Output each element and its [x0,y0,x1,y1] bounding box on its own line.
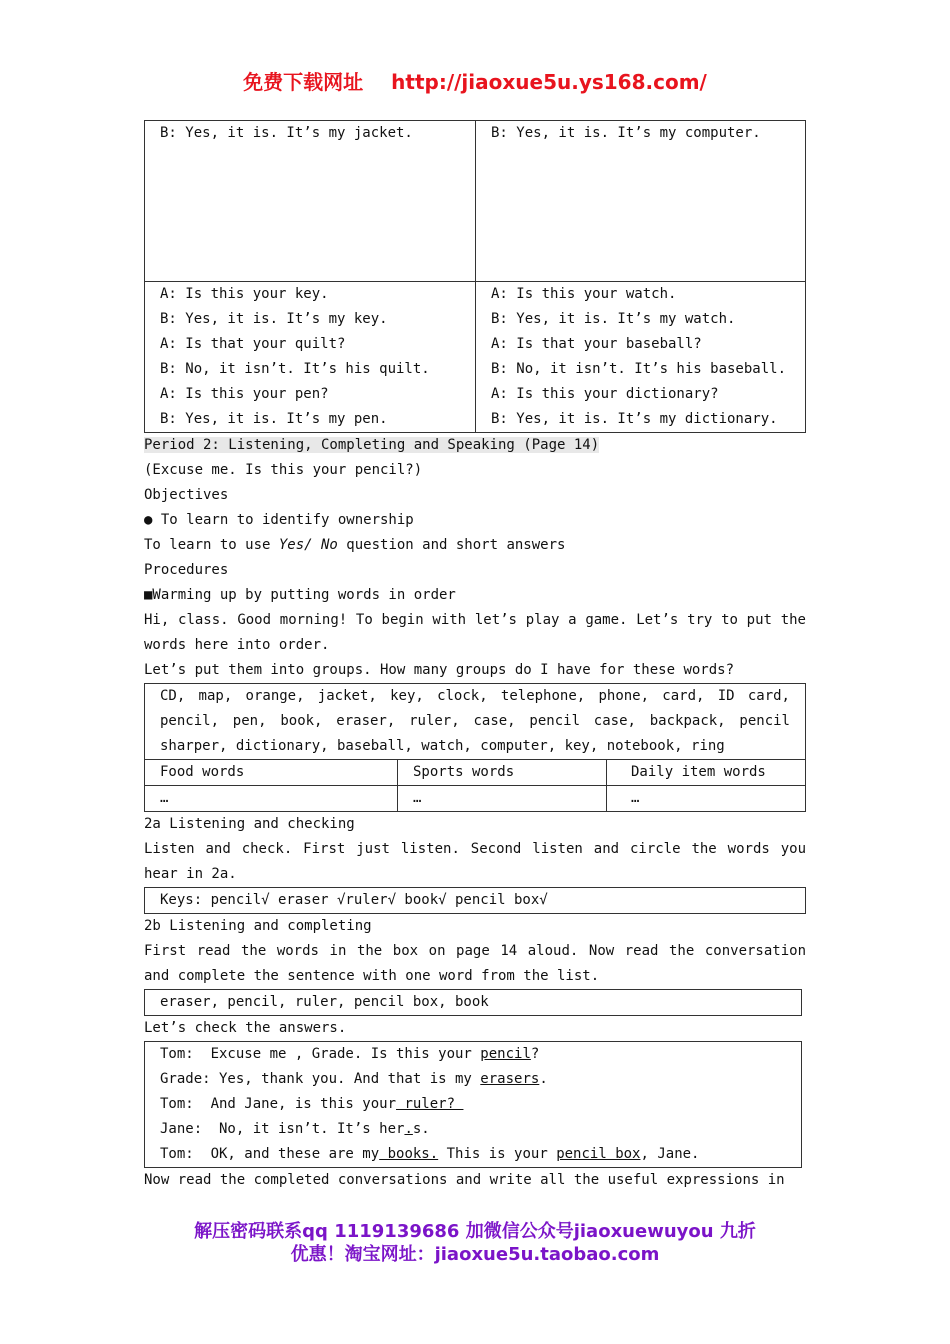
category-food: Food words [145,760,398,786]
objective-2: To learn to use Yes/ No question and short answers [144,537,566,553]
warmup-text: Hi, class. Good morning! To begin with let’s play a game. Let’s try to put the words here into order. [144,612,806,653]
conversation-line: Jane: No, it isn’t. It’s her.s. [160,1121,430,1137]
groups-question: Let’s put them into groups. How many groups do I have for these words? [144,662,735,678]
word-groups-table [144,683,806,812]
conversation-box [144,1041,802,1168]
dialog-cell-top-left [145,121,476,282]
dialog-line: B: Yes, it is. It’s my computer. [491,125,761,141]
dialog-line: B: Yes, it is. It’s my dictionary. [491,411,778,427]
category-daily: Daily item words [607,760,806,786]
dialog-line: B: No, it isn’t. It’s his quilt. [160,361,430,377]
dialog-table [144,120,806,433]
words-list: CD, map, orange, jacket, key, clock, telephone, phone, card, ID card, pencil, pen, book, eraser, ruler, case, pencil case, backpack, pencil sharper, dictionary, baseball, watch, computer, key, notebook, ring [145,684,806,760]
section-2b-instructions: First read the words in the box on page 14 aloud. Now read the conversation and complete the sentence with one word from the list. [144,943,806,984]
conversation-line: Tom: Excuse me , Grade. Is this your pencil? [160,1046,540,1062]
conversation-line: Grade: Yes, thank you. And that is my erasers. [160,1071,548,1087]
page-header [0,66,950,95]
dialog-line: B: Yes, it is. It’s my jacket. [160,125,413,141]
warmup-title: ■Warming up by putting words in order [144,587,456,603]
period-subtitle: (Excuse me. Is this your pencil?) [144,462,423,478]
dialog-line: B: No, it isn’t. It’s his baseball. [491,361,787,377]
section-2a-instructions: Listen and check. First just listen. Second listen and circle the words you hear in 2a. [144,841,806,882]
check-answers: Let’s check the answers. [144,1020,347,1036]
answer-keys-box: Keys: pencil√ eraser √ruler√ book√ pencil box√ [144,887,806,914]
section-2b-title: 2b Listening and completing [144,918,372,934]
final-instruction: Now read the completed conversations and write all the useful expressions in [144,1172,785,1188]
header-url[interactable]: http://jiaoxue5u.ys168.com/ [391,70,707,94]
dialog-line: A: Is that your quilt? [160,336,346,352]
answer-blank: pencil box [556,1146,641,1162]
conversation-line: Tom: And Jane, is this your ruler? [160,1096,464,1112]
objectives-label: Objectives [144,487,229,503]
dialog-line: B: Yes, it is. It’s my watch. [491,311,736,327]
word-box: eraser, pencil, ruler, pencil box, book [144,989,802,1016]
dialog-line: A: Is this your dictionary? [491,386,719,402]
dialog-line: A: Is this your pen? [160,386,329,402]
objective-1: ● To learn to identify ownership [144,512,414,528]
answer-blank: ruler? [396,1096,464,1112]
dialog-line: B: Yes, it is. It’s my key. [160,311,388,327]
dialog-cell-bottom-left [145,282,476,433]
page-footer [0,1220,950,1266]
dialog-line: B: Yes, it is. It’s my pen. [160,411,388,427]
footer-line-2: 优惠！淘宝网址：jiaoxue5u.taobao.com [290,1244,660,1265]
dialog-line: A: Is this your watch. [491,286,677,302]
answer-blank: erasers [480,1071,540,1087]
dialog-cell-bottom-right [476,282,806,433]
answer-blank: . [404,1121,413,1137]
sports-ellipsis: … [398,786,607,812]
dialog-line: A: Is this your key. [160,286,329,302]
answer-blank: pencil [480,1046,531,1062]
dialog-cell-top-right [476,121,806,282]
daily-ellipsis: … [607,786,806,812]
header-label: 免费下载网址 [243,70,364,94]
category-sports: Sports words [398,760,607,786]
conversation-line: Tom: OK, and these are my books. This is your pencil box, Jane. [160,1146,700,1162]
period-title: Period 2: Listening, Completing and Speaking (Page 14) [144,437,600,453]
document-body [144,120,806,1193]
dialog-line: A: Is that your baseball? [491,336,702,352]
food-ellipsis: … [145,786,398,812]
procedures-label: Procedures [144,562,229,578]
answer-blank: books. [379,1146,439,1162]
section-2a-title: 2a Listening and checking [144,816,355,832]
footer-line-1: 解压密码联系qq 1119139686 加微信公众号jiaoxuewuyou 九折 [194,1221,756,1242]
